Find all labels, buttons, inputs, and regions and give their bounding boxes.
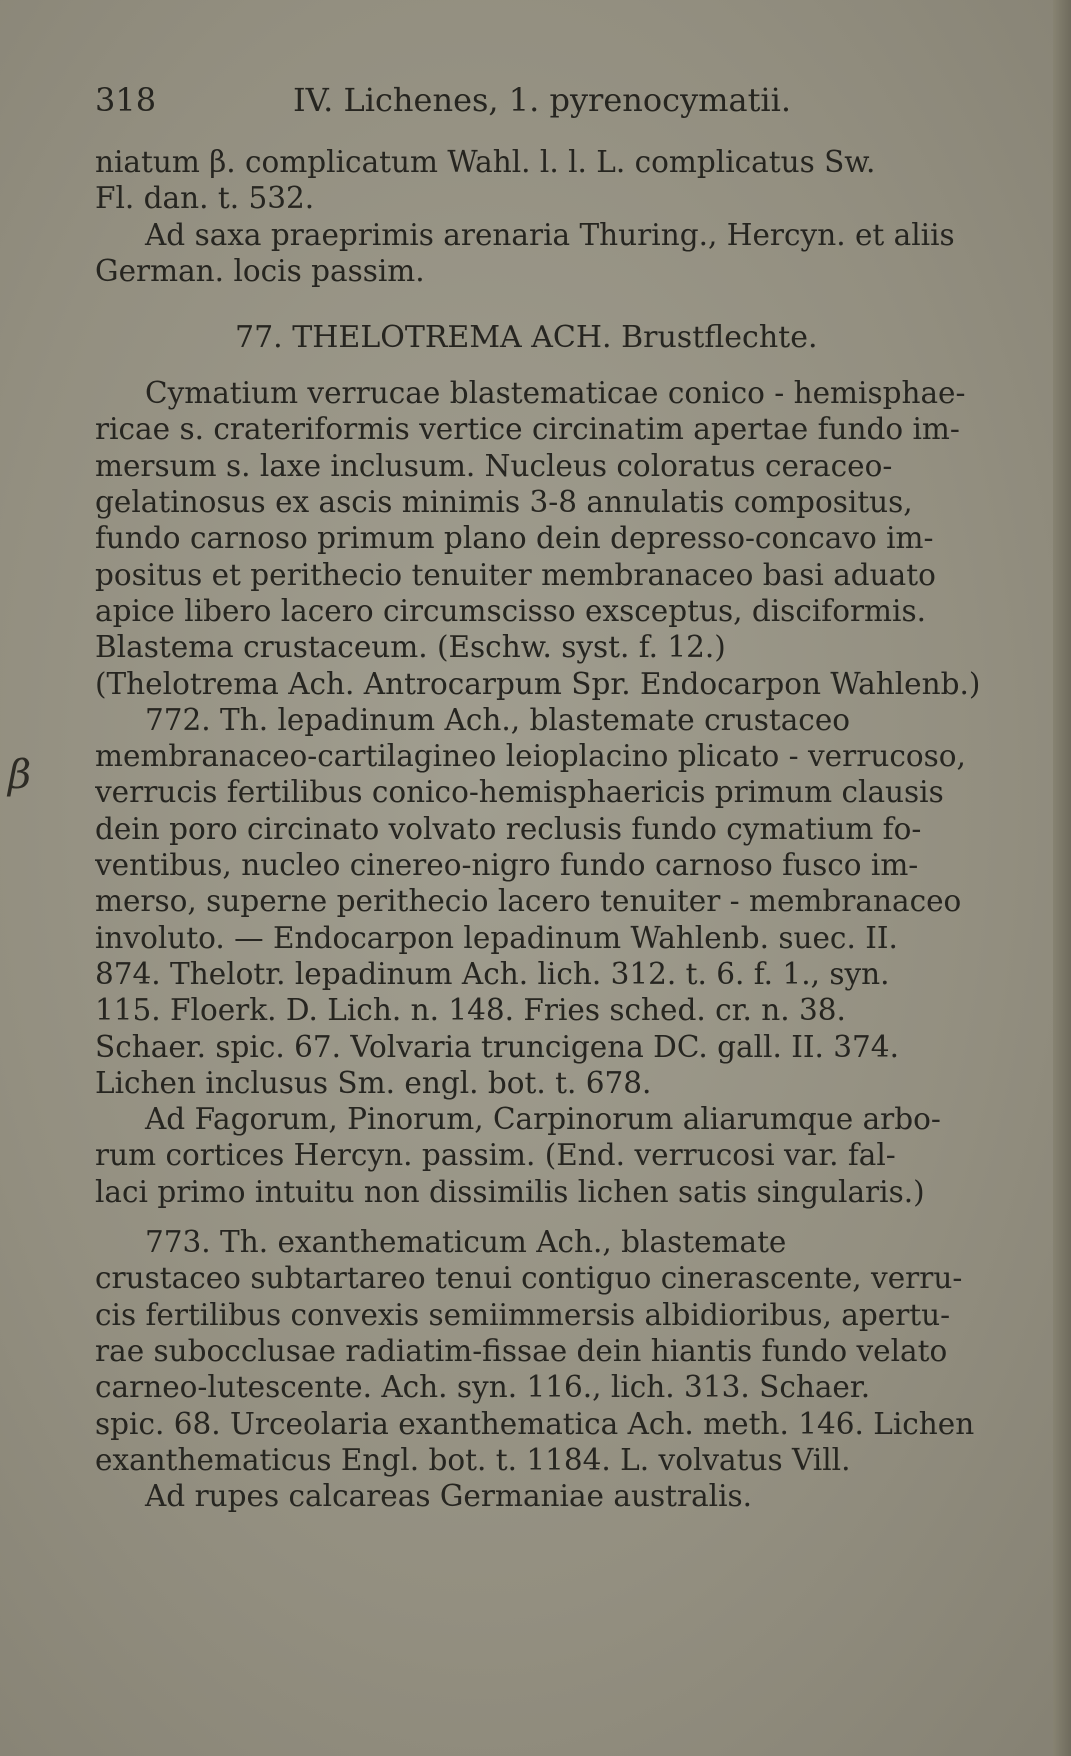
text-line: apice libero lacero circumscisso exsceptus, disciformis. [95,593,926,628]
text-line: exanthematicus Engl. bot. t. 1184. L. volvatus Vill. [95,1442,851,1477]
text-line: positus et perithecio tenuiter membranaceo basi aduato [95,557,936,592]
text-line: carneo-lutescente. Ach. syn. 116., lich. 313. Schaer. [95,1370,871,1405]
text-line: 115. Floerk. D. Lich. n. 148. Fries sched. cr. n. 38. [95,993,846,1028]
text-line: niatum β. complicatum Wahl. l. l. L. complicatus Sw. [95,145,876,179]
text-line: Ad saxa praeprimis arenaria Thuring., Hercyn. et aliis [145,217,955,252]
text-line: Ad Fagorum, Pinorum, Carpinorum aliarumque arbo- [145,1102,941,1137]
text-line: gelatinosus ex ascis minimis 3-8 annulatis compositus, [95,485,913,520]
text-line: Ad rupes calcareas Germaniae australis. [145,1479,753,1514]
text-line: Lichen inclusus Sm. engl. bot. t. 678. [95,1065,652,1100]
text-line: rae subocclusae radiatim-fissae dein hiantis fundo velato [95,1333,948,1368]
spacer [95,1210,1007,1224]
text-line: rum cortices Hercyn. passim. (End. verrucosi var. fal- [95,1138,896,1173]
genus-heading: 77. THELOTREMA ACH. Brustflechte. [235,320,818,356]
text-line: Fl. dan. t. 532. [95,181,315,216]
page-edge [1053,0,1071,1756]
text-line: membranaceo-cartilagineo leioplacino plicato - verrucoso, [95,739,966,774]
text-line: German. locis passim. [95,253,425,288]
text-line: (Thelotrema Ach. Antrocarpum Spr. Endocarpon Wahlenb.) [95,666,981,701]
text-line: ricae s. crateriformis vertice circinatim apertae fundo im- [95,412,960,447]
page-number: 318 [95,81,157,119]
running-header [95,80,1007,120]
text-line: Cymatium verrucae blastematicae conico - hemisphae- [145,376,966,411]
species-entry-773: 773. Th. exanthematicum Ach., blastemate [145,1225,787,1260]
text-line: Blastema crustaceum. (Eschw. syst. f. 12.) [95,630,726,665]
text-line: merso, superne perithecio lacero tenuiter - membranaceo [95,884,962,919]
text-line: involuto. — Endocarpon lepadinum Wahlenb. suec. II. [95,920,898,955]
text-line: crustaceo subtartareo tenui contiguo cinerascente, verru- [95,1261,963,1296]
text-line: ventibus, nucleo cinereo-nigro fundo carnoso fusco im- [95,848,919,883]
running-title: IV. Lichenes, 1. pyrenocymatii. [293,81,792,119]
species-entry-772: 772. Th. lepadinum Ach., blastemate crustaceo [145,702,851,737]
text-line: 874. Thelotr. lepadinum Ach. lich. 312. t. 6. f. 1., syn. [95,956,890,991]
text-line: fundo carnoso primum plano dein depresso-concavo im- [95,521,934,556]
text-line: spic. 68. Urceolaria exanthematica Ach. meth. 146. Lichen [95,1406,975,1441]
text-line: verrucis fertilibus conico-hemisphaericis primum clausis [95,775,944,810]
text-line: cis fertilibus convexis semiimmersis albidioribus, apertu- [95,1297,951,1332]
text-line: Schaer. spic. 67. Volvaria truncigena DC. gall. II. 374. [95,1029,899,1064]
text-line: dein poro circinato volvato reclusis fundo cymatium fo- [95,811,922,846]
margin-annotation: β [8,752,32,798]
text-line: laci primo intuitu non dissimilis lichen satis singularis.) [95,1174,925,1209]
page-text [95,80,1007,1514]
text-line: mersum s. laxe inclusum. Nucleus coloratus ceraceo- [95,448,893,483]
